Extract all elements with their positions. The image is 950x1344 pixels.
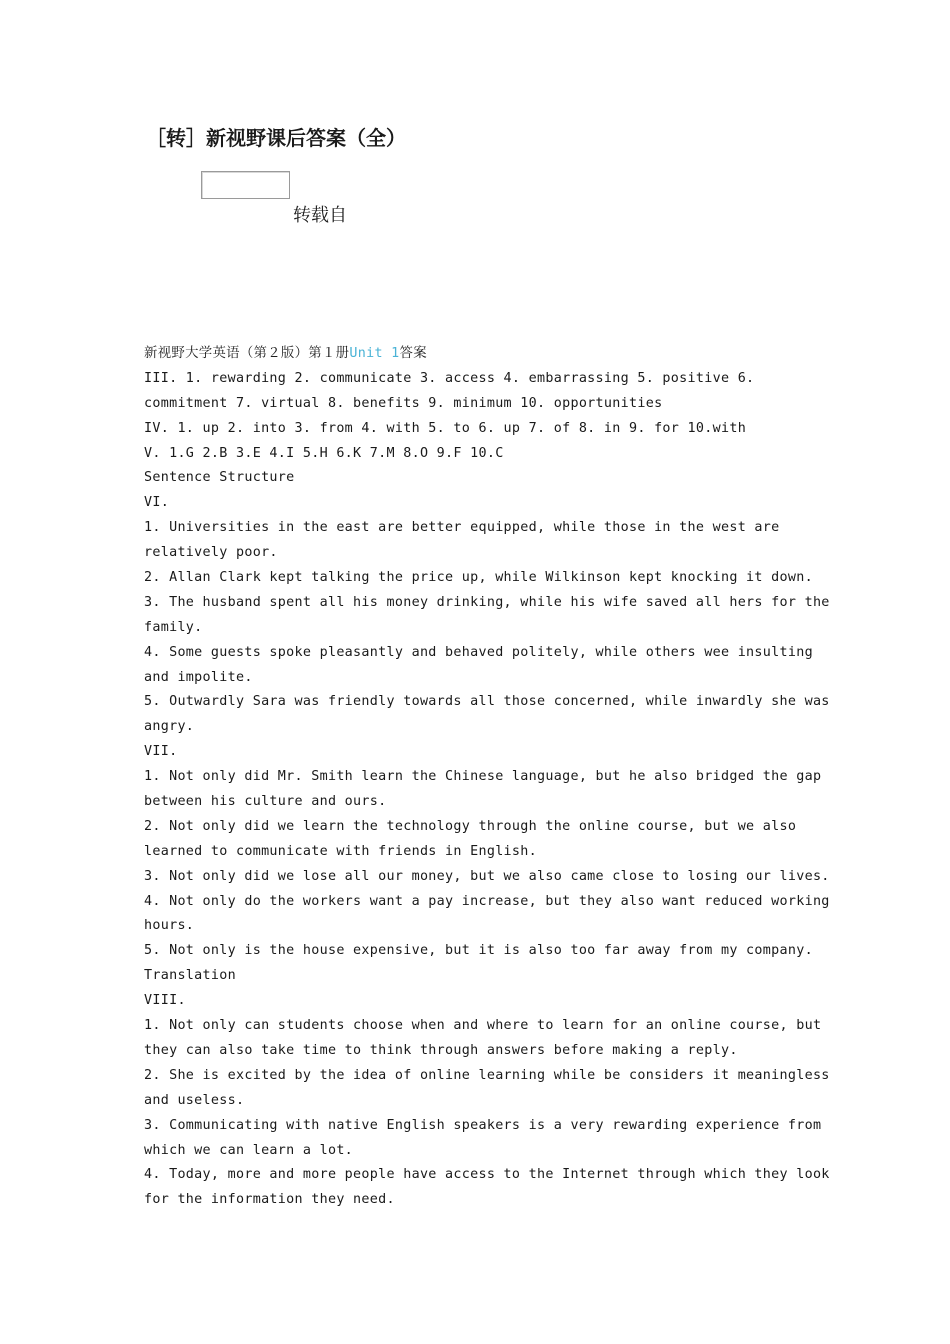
answer-line: commitment 7. virtual 8. benefits 9. minimum 10. opportunities [144,395,663,411]
answer-line: 2. She is excited by the idea of online learning while be considers it meaningless [144,1067,830,1083]
unit-heading-suffix: 答案 [399,346,427,361]
answer-line: III. 1. rewarding 2. communicate 3. access 4. embarrassing 5. positive 6. [144,370,755,386]
unit-heading [144,342,814,367]
broken-image-placeholder [201,171,290,199]
section-heading: VIII. [144,993,186,1009]
section-heading: VII. [144,744,178,760]
post-title: ［转］新视野课后答案（全） [146,126,406,150]
answer-line: 3. The husband spent all his money drinking, while his wife saved all hers for the [144,594,830,610]
answer-line: learned to communicate with friends in English. [144,843,538,859]
answer-line: and useless. [144,1092,245,1108]
answer-line: 4. Today, more and more people have access to the Internet through which they look [144,1167,830,1183]
unit-heading-prefix: 新视野大学英语（第２版）第１册 [144,346,350,361]
answer-line: 3. Communicating with native English speakers is a very rewarding experience from [144,1117,822,1133]
section-heading: Sentence Structure [144,470,295,486]
answer-line: 3. Not only did we lose all our money, but we also came close to losing our lives. [144,868,830,884]
answer-line: hours. [144,918,195,934]
section-heading: Translation [144,968,236,984]
answer-line: 2. Allan Clark kept talking the price up, while Wilkinson kept knocking it down. [144,570,813,586]
answer-line: relatively poor. [144,545,278,561]
answer-line: 4. Not only do the workers want a pay increase, but they also want reduced working [144,893,830,909]
repost-source-label: 转载自 [293,205,347,226]
answer-line: and impolite. [144,669,253,685]
answer-line: for the information they need. [144,1192,395,1208]
answer-line: 1. Universities in the east are better equipped, while those in the west are [144,520,780,536]
answer-line: between his culture and ours. [144,794,387,810]
answer-line: IV. 1. up 2. into 3. from 4. with 5. to 6. up 7. of 8. in 9. for 10.with [144,420,747,436]
answer-content [144,342,830,1213]
answer-line: 1. Not only did Mr. Smith learn the Chinese language, but he also bridged the gap [144,769,822,785]
answer-line: family. [144,619,203,635]
answer-line: 5. Not only is the house expensive, but it is also too far away from my company. [144,943,813,959]
section-heading: VI. [144,495,170,511]
answer-line: angry. [144,719,195,735]
answer-line: 5. Outwardly Sara was friendly towards all those concerned, while inwardly she was [144,694,830,710]
answer-line: 1. Not only can students choose when and where to learn for an online course, but [144,1018,822,1034]
unit-link[interactable]: Unit 1 [349,346,400,361]
answer-line: which we can learn a lot. [144,1142,354,1158]
answer-line: they can also take time to think through answers before making a reply. [144,1042,738,1058]
answer-line: 4. Some guests spoke pleasantly and behaved politely, while others wee insulting [144,644,813,660]
answer-line: 2. Not only did we learn the technology through the online course, but we also [144,818,797,834]
answer-line: V. 1.G 2.B 3.E 4.I 5.H 6.K 7.M 8.O 9.F 10.C [144,445,504,461]
